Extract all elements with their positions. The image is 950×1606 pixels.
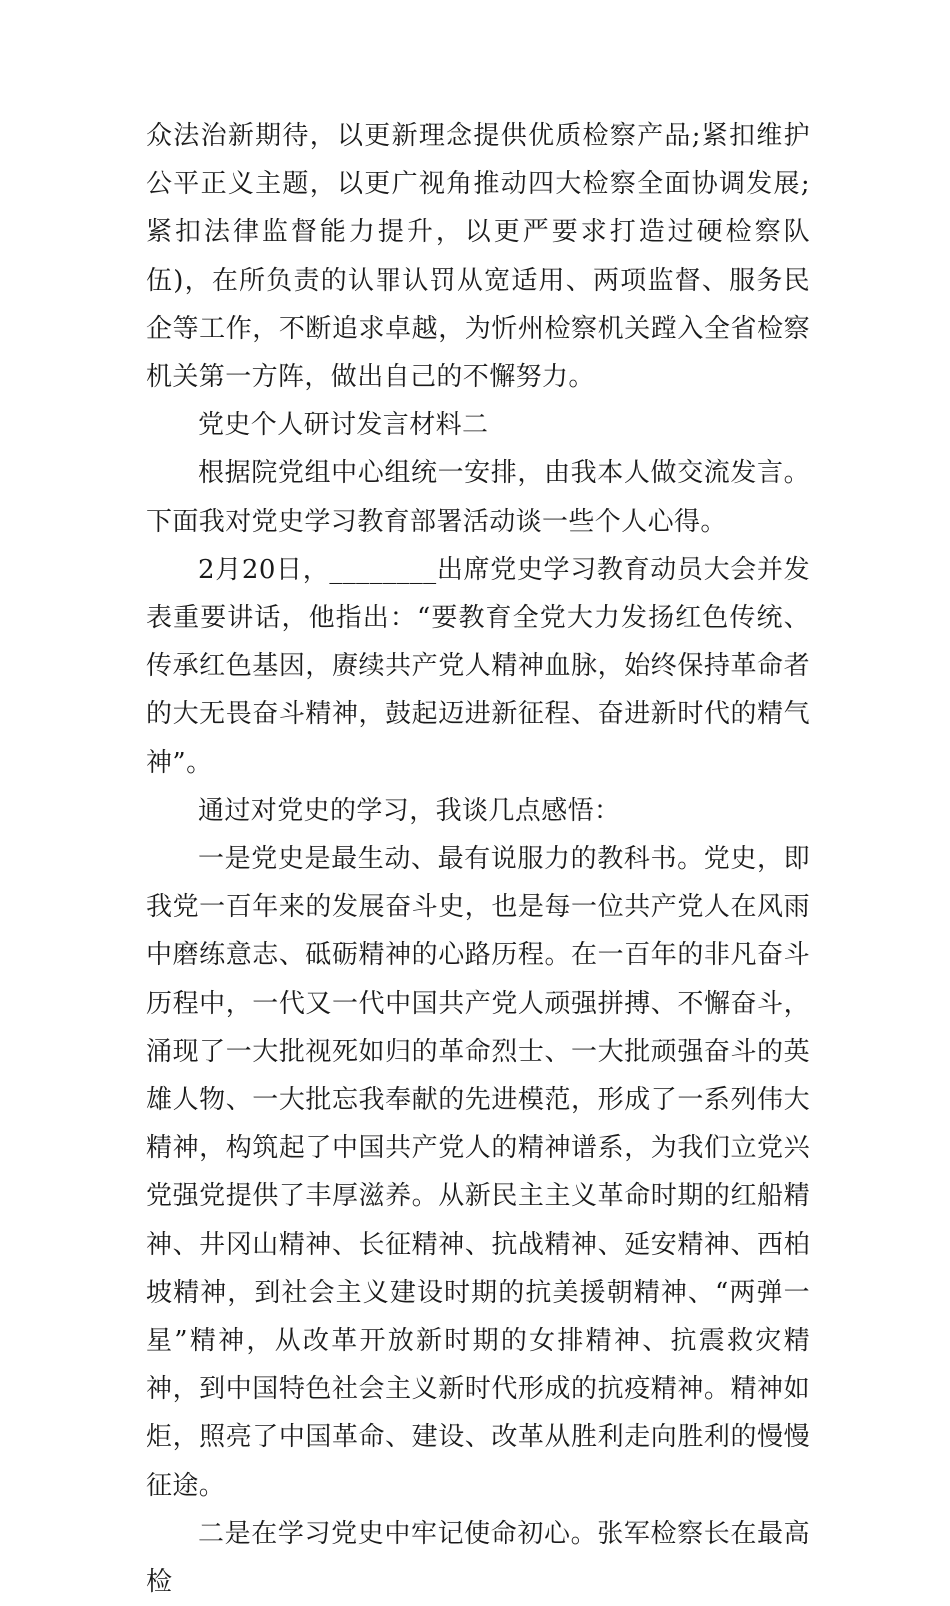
document-body	[146, 112, 810, 1606]
body-paragraph: 二是在学习党史中牢记使命初心。张军检察长在最高检	[146, 1518, 810, 1598]
body-paragraph: 根据院党组中心组统一安排，由我本人做交流发言。下面我对党史学习教育部署活动谈一些个人心得。	[146, 458, 810, 537]
body-paragraph: 2月20日，________出席党史学习教育动员大会并发表重要讲话，他指出：“要教育全党大力发扬红色传统、传承红色基因，赓续共产党人精神血脉，始终保持革命者的大无畏奋斗精神，鼓起迈进新征程、奋进新时代的精气神”。	[146, 554, 810, 778]
body-paragraph: 一是党史是最生动、最有说服力的教科书。党史，即我党一百年来的发展奋斗史，也是每一位共产党人在风雨中磨练意志、砥砺精神的心路历程。在一百年的非凡奋斗历程中，一代又一代中国共产党人顽强拼搏、不懈奋斗，涌现了一大批视死如归的革命烈士、一大批顽强奋斗的英雄人物、一大批忘我奉献的先进模范，形成了一系列伟大精神，构筑起了中国共产党人的精神谱系，为我们立党兴党强党提供了丰厚滋养。从新民主主义革命时期的红船精神、井冈山精神、长征精神、抗战精神、延安精神、西柏坡精神，到社会主义建设时期的抗美援朝精神、“两弹一星”精神，从改革开放新时期的女排精神、抗震救灾精神，到中国特色社会主义新时代形成的抗疫精神。精神如炬，照亮了中国革命、建设、改革从胜利走向胜利的慢慢征途。	[146, 844, 810, 1501]
body-paragraph: 通过对党史的学习，我谈几点感悟：	[198, 795, 621, 826]
section-heading: 党史个人研讨发言材料二	[198, 410, 489, 441]
continuation-paragraph: 众法治新期待，以更新理念提供优质检察产品;紧扣维护公平正义主题，以更广视角推动四大检察全面协调发展;紧扣法律监督能力提升，以更严要求打造过硬检察队伍)，在所负责的认罪认罚从宽适用、两项监督、服务民企等工作，不断追求卓越，为忻州检察机关蹚入全省检察机关第一方阵，做出自己的不懈努力。	[146, 121, 810, 393]
